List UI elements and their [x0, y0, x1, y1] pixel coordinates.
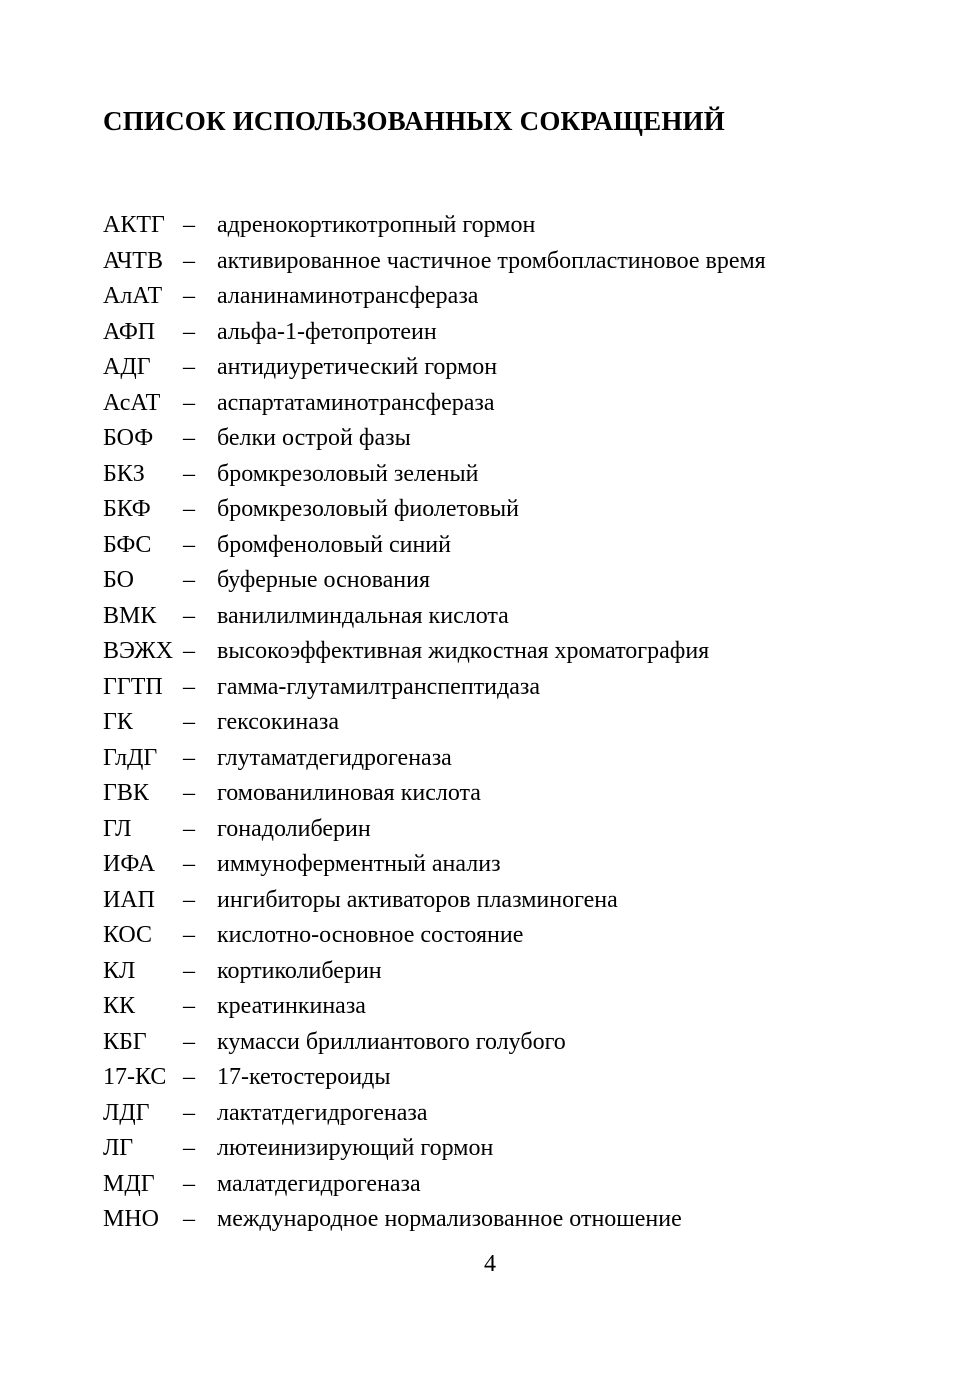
abbreviation-code: АКТГ	[103, 212, 165, 238]
abbreviation-meaning: малатдегидрогеназа	[217, 1170, 421, 1197]
abbreviation-dash: –	[183, 1206, 195, 1232]
abbreviation-meaning: 17-кетостероиды	[217, 1064, 391, 1090]
abbreviation-code: КБГ	[103, 1028, 147, 1055]
abbreviation-code: ВЭЖХ	[103, 638, 174, 664]
abbreviation-meaning: кумасси бриллиантового голубого	[217, 1028, 566, 1055]
abbreviation-meaning: иммуноферментный анализ	[217, 851, 501, 877]
abbreviation-code: МНО	[103, 1206, 160, 1232]
abbreviation-meaning: гексокиназа	[217, 709, 340, 735]
abbreviation-meaning: кортиколиберин	[217, 957, 382, 984]
abbreviation-code: ГЛ	[103, 815, 132, 842]
abbreviation-code: 17-КС	[103, 1064, 167, 1090]
abbreviation-dash: –	[183, 1099, 195, 1126]
abbreviation-code: ВМК	[103, 602, 157, 629]
abbreviation-dash: –	[183, 815, 195, 842]
abbreviation-dash: –	[183, 957, 195, 984]
abbreviation-meaning: лактатдегидрогеназа	[217, 1099, 428, 1126]
abbreviation-code: БО	[103, 567, 134, 593]
abbreviation-code: БКЗ	[103, 460, 145, 487]
abbreviation-dash: –	[183, 247, 195, 274]
abbreviation-meaning: белки острой фазы	[217, 425, 411, 451]
abbreviation-dash: –	[183, 212, 195, 238]
page-number: 4	[484, 1251, 496, 1277]
abbreviation-code: КК	[103, 993, 136, 1019]
abbreviation-code: АлАТ	[103, 283, 163, 309]
abbreviation-dash: –	[183, 886, 195, 913]
abbreviation-meaning: антидиуретический гормон	[217, 354, 498, 380]
abbreviation-code: ЛГ	[103, 1135, 134, 1161]
abbreviation-meaning: аланинаминотрансфераза	[217, 283, 479, 309]
abbreviation-dash: –	[183, 780, 195, 806]
abbreviation-meaning: ванилилминдальная кислота	[217, 602, 509, 629]
abbreviation-code: КОС	[103, 922, 153, 948]
abbreviation-dash: –	[183, 602, 195, 629]
abbreviation-dash: –	[183, 460, 195, 487]
abbreviation-code: ЛДГ	[103, 1099, 150, 1126]
abbreviation-code: БКФ	[103, 496, 151, 522]
abbreviation-code: ГК	[103, 709, 133, 735]
abbreviation-dash: –	[183, 531, 195, 558]
abbreviation-meaning: креатинкиназа	[217, 993, 366, 1019]
abbreviation-meaning: бромкрезоловый фиолетовый	[217, 496, 520, 522]
abbreviation-dash: –	[183, 744, 195, 771]
abbreviation-dash: –	[183, 1135, 195, 1161]
abbreviation-dash: –	[183, 496, 195, 522]
abbreviation-code: ГГТП	[103, 673, 163, 700]
abbreviation-meaning: лютеинизирующий гормон	[217, 1135, 494, 1161]
page-title: СПИСОК ИСПОЛЬЗОВАННЫХ СОКРАЩЕНИЙ	[103, 106, 725, 136]
abbreviation-code: МДГ	[103, 1170, 155, 1197]
abbreviation-dash: –	[183, 673, 195, 700]
abbreviation-code: ГлДГ	[103, 744, 158, 771]
abbreviation-code: ИАП	[103, 886, 155, 913]
abbreviation-meaning: адренокортикотропный гормон	[217, 212, 536, 238]
abbreviation-code: ГВК	[103, 780, 149, 806]
abbreviation-code: КЛ	[103, 957, 136, 984]
abbreviation-meaning: альфа-1-фетопротеин	[217, 318, 437, 345]
abbreviation-dash: –	[183, 1028, 195, 1055]
abbreviation-dash: –	[183, 638, 195, 664]
abbreviation-meaning: ингибиторы активаторов плазминогена	[217, 886, 618, 913]
abbreviation-dash: –	[183, 851, 195, 877]
abbreviation-dash: –	[183, 1064, 195, 1090]
abbreviation-meaning: гомованилиновая кислота	[217, 780, 481, 806]
abbreviation-meaning: глутаматдегидрогеназа	[217, 744, 452, 771]
abbreviation-meaning: аспартатаминотрансфераза	[217, 389, 495, 416]
abbreviation-meaning: гамма-глутамилтранспептидаза	[217, 673, 540, 700]
abbreviation-dash: –	[183, 993, 195, 1019]
abbreviation-dash: –	[183, 318, 195, 345]
abbreviation-meaning: буферные основания	[217, 567, 431, 593]
abbreviation-code: АФП	[103, 318, 156, 345]
abbreviation-dash: –	[183, 1170, 195, 1197]
abbreviation-dash: –	[183, 922, 195, 948]
abbreviation-dash: –	[183, 389, 195, 416]
abbreviation-meaning: бромкрезоловый зеленый	[217, 460, 479, 487]
abbreviation-code: АЧТВ	[103, 247, 163, 274]
abbreviation-code: АсАТ	[103, 389, 161, 416]
abbreviation-code: БОФ	[103, 425, 154, 451]
abbreviation-meaning: международное нормализованное отношение	[217, 1206, 682, 1232]
abbreviation-dash: –	[183, 425, 195, 451]
abbreviation-code: БФС	[103, 531, 152, 558]
abbreviation-meaning: кислотно-основное состояние	[217, 922, 524, 948]
abbreviation-dash: –	[183, 567, 195, 593]
abbreviation-meaning: активированное частичное тромбопластиновое время	[217, 247, 766, 274]
abbreviation-meaning: гонадолиберин	[217, 815, 371, 842]
abbreviation-dash: –	[183, 354, 195, 380]
abbreviation-meaning: бромфеноловый синий	[217, 531, 451, 558]
abbreviation-dash: –	[183, 709, 195, 735]
abbreviation-code: ИФА	[103, 851, 156, 877]
abbreviation-code: АДГ	[103, 354, 151, 380]
abbreviation-dash: –	[183, 283, 195, 309]
abbreviation-meaning: высокоэффективная жидкостная хроматография	[217, 638, 710, 664]
